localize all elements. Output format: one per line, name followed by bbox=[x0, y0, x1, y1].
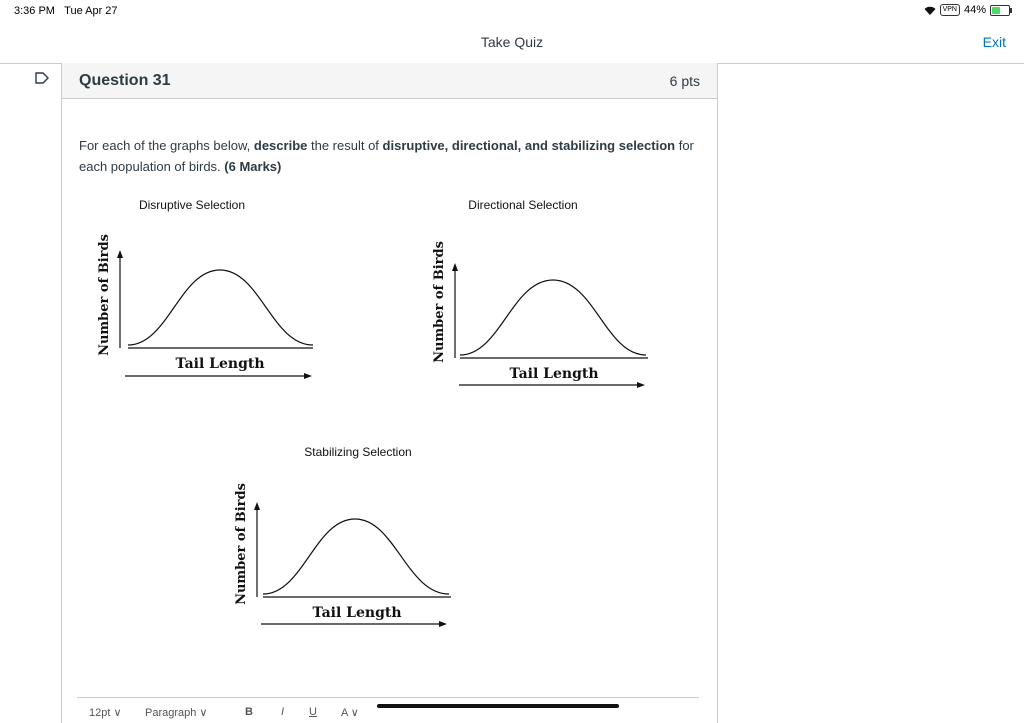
wifi-icon bbox=[924, 6, 936, 15]
graph-xlabel: Tail Length bbox=[175, 356, 265, 372]
font-size-select[interactable]: 12pt ∨ bbox=[89, 707, 122, 719]
graph-ylabel: Number of Birds bbox=[97, 234, 112, 356]
status-date: Tue Apr 27 bbox=[64, 5, 118, 17]
graph-directional bbox=[425, 190, 665, 405]
question-header bbox=[62, 63, 717, 99]
graph-ylabel: Number of Birds bbox=[432, 241, 447, 363]
graph-title: Disruptive Selection bbox=[138, 198, 246, 212]
graph-stabilizing bbox=[227, 437, 467, 642]
top-bar bbox=[0, 22, 1024, 64]
graph-ylabel: Number of Birds bbox=[234, 483, 249, 605]
status-time: 3:36 PM Tue Apr 27 bbox=[14, 5, 118, 17]
battery-icon bbox=[990, 5, 1010, 16]
page-title: Take Quiz bbox=[480, 34, 544, 50]
graph-xlabel: Tail Length bbox=[509, 366, 599, 382]
status-indicators bbox=[924, 4, 1010, 16]
question-points: 6 pts bbox=[669, 73, 700, 89]
bold-button[interactable]: B bbox=[245, 706, 253, 718]
battery-percent: 44% bbox=[963, 4, 986, 16]
question-title: Question 31 bbox=[79, 72, 171, 89]
text-color-button[interactable]: A ∨ bbox=[341, 707, 359, 719]
graph-title: Directional Selection bbox=[468, 198, 578, 212]
paragraph-select[interactable]: Paragraph ∨ bbox=[145, 707, 208, 719]
exit-button[interactable]: Exit bbox=[982, 34, 1006, 50]
status-bar bbox=[0, 0, 1024, 22]
question-text: For each of the graphs below, describe the result of disruptive, directional, and stabilizing selection for each population of birds. (6 Marks) bbox=[79, 138, 694, 174]
scroll-indicator bbox=[377, 704, 619, 708]
vpn-badge: VPN bbox=[940, 4, 960, 16]
graph-title: Stabilizing Selection bbox=[304, 445, 412, 459]
graph-disruptive bbox=[90, 190, 330, 395]
italic-button[interactable]: I bbox=[281, 706, 285, 718]
underline-button[interactable]: U bbox=[309, 706, 317, 718]
graph-xlabel: Tail Length bbox=[312, 605, 402, 621]
flag-question-icon[interactable] bbox=[35, 72, 49, 84]
